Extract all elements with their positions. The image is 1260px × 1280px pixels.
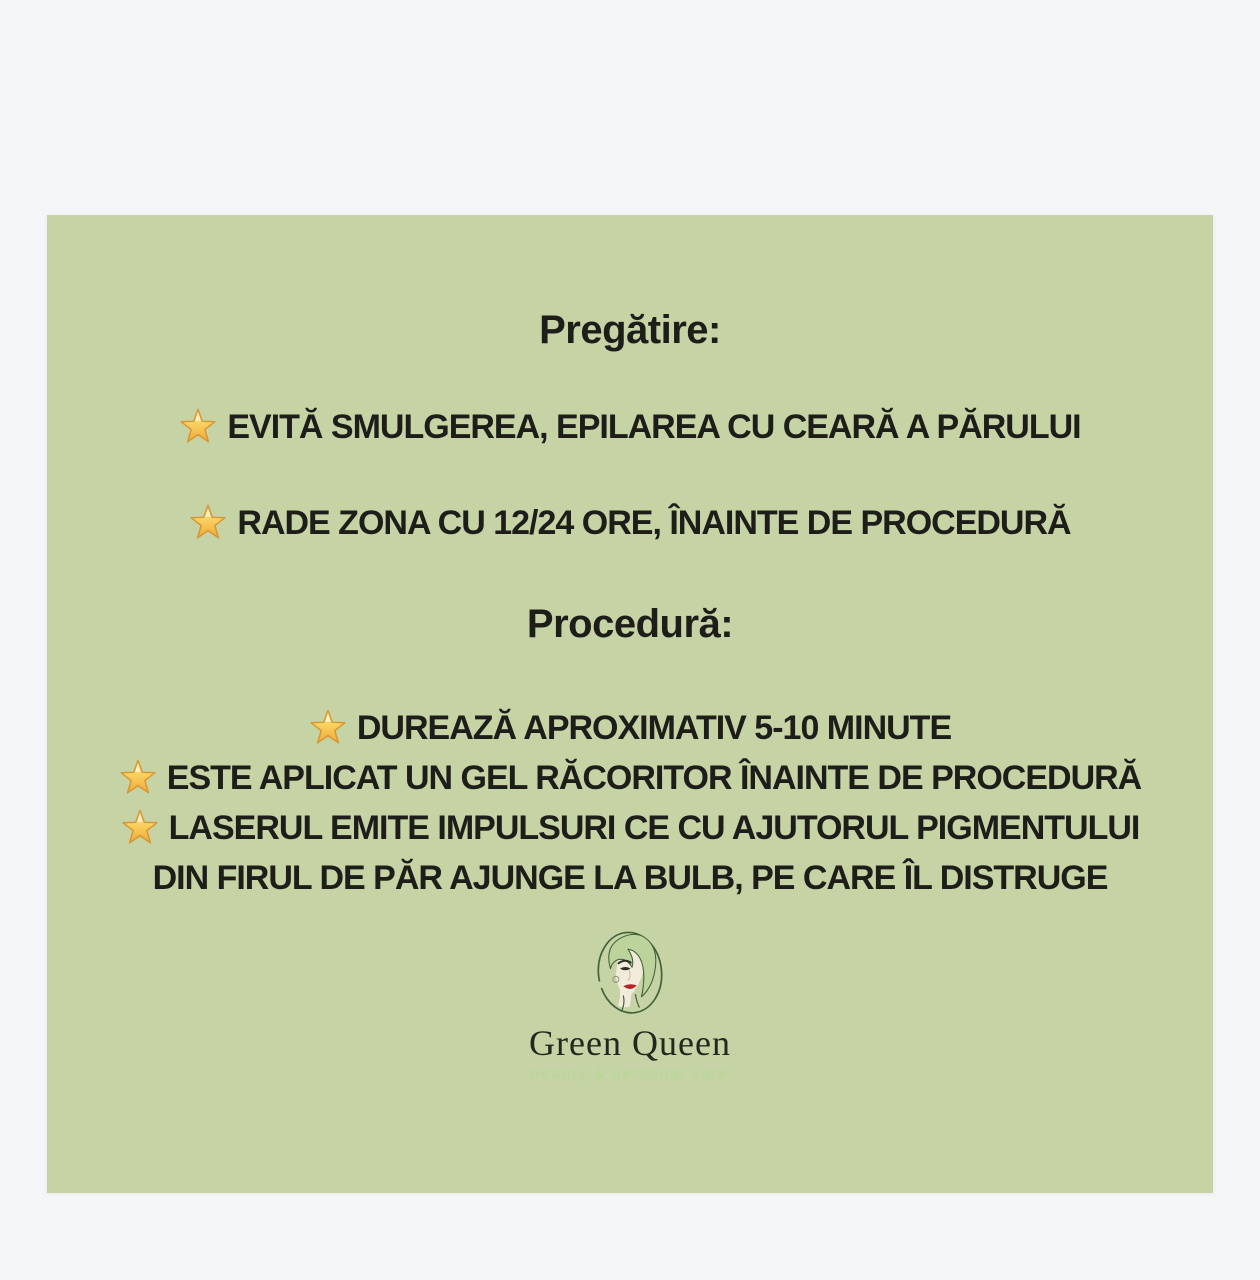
brand-logo (47, 927, 1213, 1082)
list-item (100, 405, 1160, 449)
list-item (117, 753, 1143, 803)
list-item-text: ESTE APLICAT UN GEL RĂCORITOR ÎNAINTE DE PROCEDURĂ (166, 759, 1142, 797)
list-item-text: LASERUL EMITE IMPULSURI CE CU AJUTORUL PIGMENTULUI DIN FIRUL DE PĂR AJUNGE LA BULB, PE CARE ÎL DISTRUGE (152, 809, 1140, 897)
list-item-text: RADE ZONA CU 12/24 ORE, ÎNAINTE DE PROCEDURĂ (237, 504, 1071, 542)
logo-face-icon (589, 927, 671, 1021)
list-item (117, 803, 1143, 903)
star-icon (179, 408, 217, 444)
star-icon (189, 504, 227, 540)
list-item (100, 501, 1160, 545)
list-item-text: EVITĂ SMULGEREA, EPILAREA CU CEARĂ A PĂRULUI (227, 408, 1081, 446)
list-item-text: DUREAZĂ APROXIMATIV 5-10 MINUTE (356, 709, 952, 747)
list-item (117, 703, 1143, 753)
brand-tagline: beauty & personal care (530, 1065, 730, 1082)
procedura-list (117, 703, 1143, 903)
star-icon (119, 759, 157, 795)
star-icon (121, 809, 159, 845)
brand-name: Green Queen (529, 1023, 731, 1063)
section-heading-procedura: Procedură: (526, 602, 734, 646)
content-card (47, 215, 1213, 1193)
section-heading-pregatire: Pregătire: (539, 308, 721, 352)
star-icon (309, 709, 347, 745)
